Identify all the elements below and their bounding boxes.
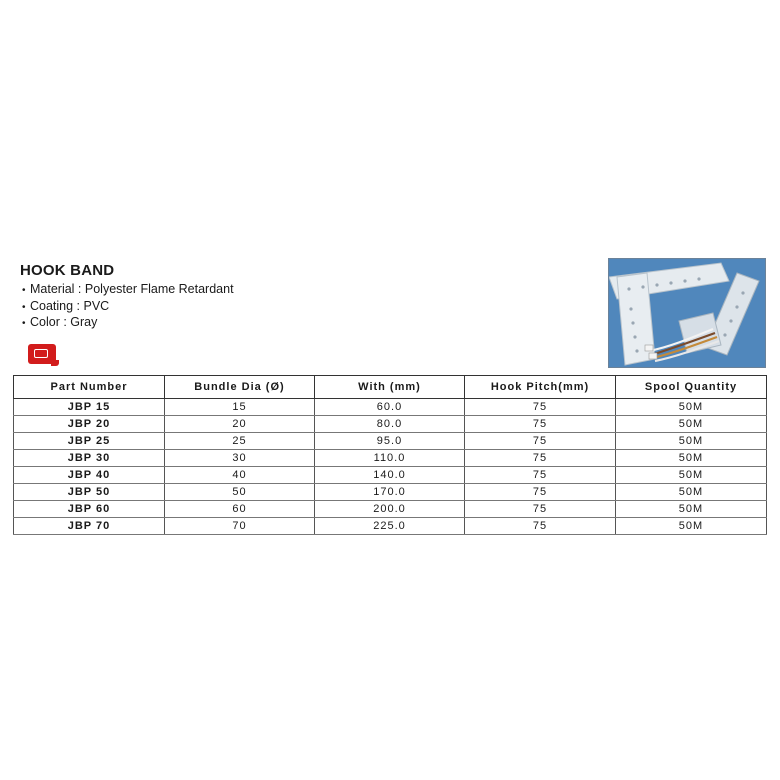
cell-width: 110.0 bbox=[315, 450, 465, 467]
spec-text: Material : Polyester Flame Retardant bbox=[30, 282, 234, 296]
cell-spool-quantity: 50M bbox=[616, 399, 767, 416]
cell-hook-pitch: 75 bbox=[465, 501, 616, 518]
cell-bundle-dia: 50 bbox=[165, 484, 315, 501]
bullet-icon: • bbox=[22, 318, 26, 329]
cell-bundle-dia: 30 bbox=[165, 450, 315, 467]
table-body bbox=[14, 399, 767, 535]
table-header-row bbox=[14, 376, 767, 399]
cell-hook-pitch: 75 bbox=[465, 467, 616, 484]
table-row bbox=[14, 416, 767, 433]
bullet-icon: • bbox=[22, 301, 26, 313]
cell-hook-pitch: 75 bbox=[465, 518, 616, 535]
product-title: HOOK BAND bbox=[20, 262, 115, 279]
cell-spool-quantity: 50M bbox=[616, 467, 767, 484]
header-bundle-dia: Bundle Dia (Ø) bbox=[165, 376, 315, 399]
spec-material bbox=[22, 282, 234, 299]
cell-hook-pitch: 75 bbox=[465, 433, 616, 450]
cell-part-number: JBP 20 bbox=[14, 416, 165, 433]
cell-bundle-dia: 70 bbox=[165, 518, 315, 535]
cell-bundle-dia: 25 bbox=[165, 433, 315, 450]
cell-part-number: JBP 50 bbox=[14, 484, 165, 501]
spec-color bbox=[22, 315, 234, 332]
cell-hook-pitch: 75 bbox=[465, 450, 616, 467]
cell-width: 225.0 bbox=[315, 518, 465, 535]
cell-part-number: JBP 15 bbox=[14, 399, 165, 416]
product-photo bbox=[608, 258, 766, 368]
table-row bbox=[14, 433, 767, 450]
header-part-number: Part Number bbox=[14, 376, 165, 399]
cell-bundle-dia: 15 bbox=[165, 399, 315, 416]
cell-part-number: JBP 30 bbox=[14, 450, 165, 467]
cell-bundle-dia: 60 bbox=[165, 501, 315, 518]
spec-text: Color : Gray bbox=[30, 315, 98, 329]
cell-hook-pitch: 75 bbox=[465, 399, 616, 416]
cell-part-number: JBP 60 bbox=[14, 501, 165, 518]
table-row bbox=[14, 518, 767, 535]
cell-width: 140.0 bbox=[315, 467, 465, 484]
cell-spool-quantity: 50M bbox=[616, 501, 767, 518]
table-row bbox=[14, 399, 767, 416]
table-row bbox=[14, 501, 767, 518]
cell-spool-quantity: 50M bbox=[616, 518, 767, 535]
parts-table bbox=[13, 375, 767, 535]
cell-hook-pitch: 75 bbox=[465, 416, 616, 433]
cell-width: 60.0 bbox=[315, 399, 465, 416]
cell-width: 80.0 bbox=[315, 416, 465, 433]
bullet-icon: • bbox=[22, 285, 26, 296]
cell-part-number: JBP 70 bbox=[14, 518, 165, 535]
cell-bundle-dia: 40 bbox=[165, 467, 315, 484]
cell-spool-quantity: 50M bbox=[616, 416, 767, 433]
table-row bbox=[14, 450, 767, 467]
spec-coating bbox=[22, 299, 234, 316]
cell-spool-quantity: 50M bbox=[616, 450, 767, 467]
cell-width: 200.0 bbox=[315, 501, 465, 518]
table-row bbox=[14, 484, 767, 501]
cell-bundle-dia: 20 bbox=[165, 416, 315, 433]
spec-text: Coating : PVC bbox=[30, 298, 110, 313]
cell-spool-quantity: 50M bbox=[616, 484, 767, 501]
header-spool-quantity: Spool Quantity bbox=[616, 376, 767, 399]
cell-part-number: JBP 25 bbox=[14, 433, 165, 450]
cell-spool-quantity: 50M bbox=[616, 433, 767, 450]
cell-part-number: JBP 40 bbox=[14, 467, 165, 484]
cell-hook-pitch: 75 bbox=[465, 484, 616, 501]
cell-width: 170.0 bbox=[315, 484, 465, 501]
header-width: With (mm) bbox=[315, 376, 465, 399]
cell-width: 95.0 bbox=[315, 433, 465, 450]
header-hook-pitch: Hook Pitch(mm) bbox=[465, 376, 616, 399]
table-row bbox=[14, 467, 767, 484]
brand-logo-icon bbox=[28, 344, 56, 364]
spec-list bbox=[22, 282, 234, 332]
